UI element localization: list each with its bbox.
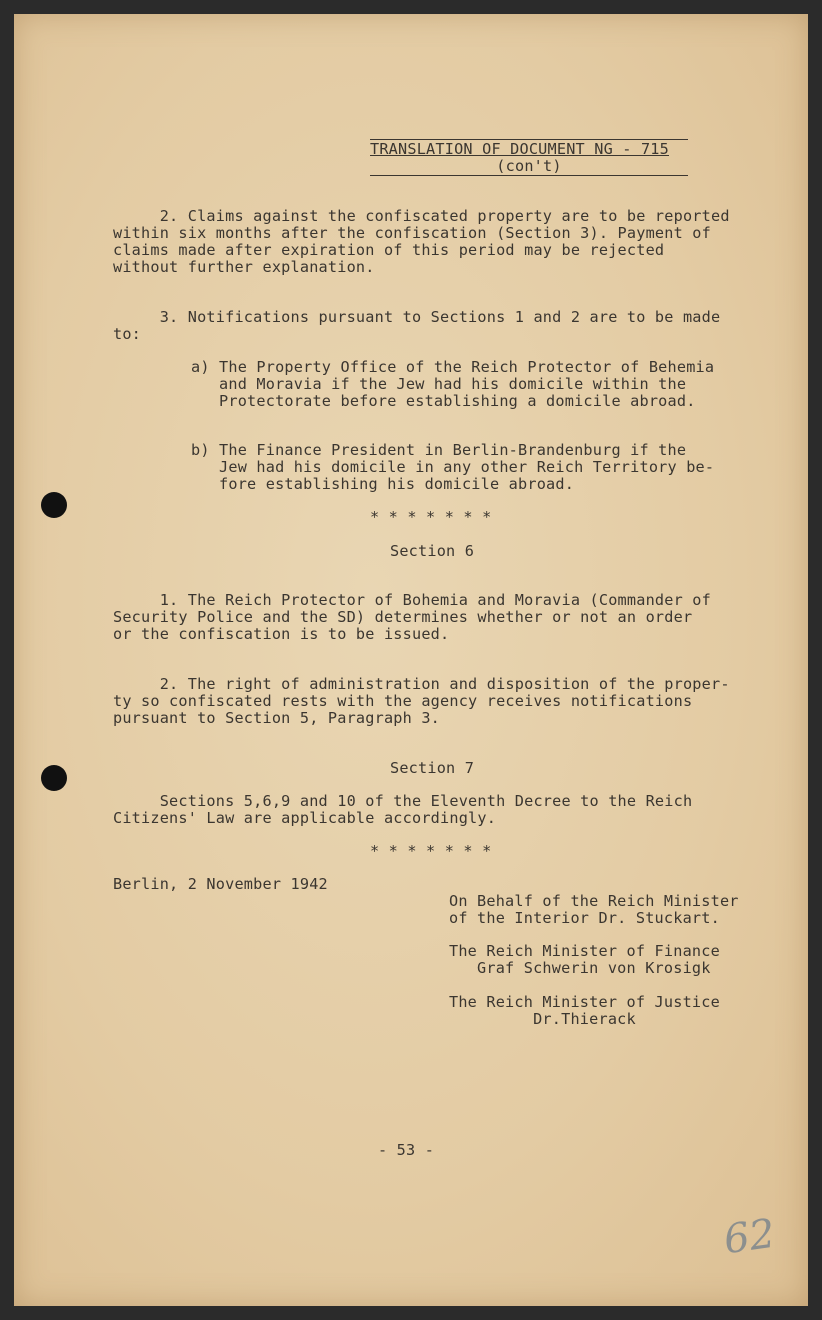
- paragraph-line: pursuant to Section 5, Paragraph 3.: [113, 709, 441, 727]
- header-bottom-rule: [370, 175, 688, 176]
- signature-line: Graf Schwerin von Krosigk: [449, 959, 711, 977]
- list-item-line: b) The Finance President in Berlin-Brandenburg if the: [191, 441, 687, 459]
- section-6-heading: Section 6: [390, 542, 475, 560]
- list-item-line: Jew had his domicile in any other Reich Territory be-: [191, 458, 715, 476]
- signature-line: The Reich Minister of Finance: [449, 942, 720, 960]
- paragraph-line: within six months after the confiscation (Section 3). Payment of: [113, 224, 711, 242]
- paragraph-line: 3. Notifications pursuant to Sections 1 and 2 are to be made: [113, 308, 721, 326]
- document-page: [14, 14, 808, 1306]
- place-date: Berlin, 2 November 1942: [113, 875, 328, 893]
- paragraph-line: Citizens' Law are applicable accordingly.: [113, 809, 497, 827]
- separator-stars: * * * * * * *: [370, 508, 492, 526]
- paragraph-line: Sections 5,6,9 and 10 of the Eleventh Decree to the Reich: [113, 792, 693, 810]
- list-item-line: and Moravia if the Jew had his domicile within the: [191, 375, 687, 393]
- signature-line: Dr.Thierack: [449, 1010, 636, 1028]
- paragraph-line: Security Police and the SD) determines whether or not an order: [113, 608, 693, 626]
- paragraph-line: or the confiscation is to be issued.: [113, 625, 450, 643]
- page-number: - 53 -: [378, 1141, 435, 1159]
- document-subtitle: (con't): [496, 157, 562, 175]
- section-7-heading: Section 7: [390, 759, 475, 777]
- punch-hole: [41, 765, 67, 791]
- document-title: TRANSLATION OF DOCUMENT NG - 715: [370, 140, 669, 158]
- list-item-line: fore establishing his domicile abroad.: [191, 475, 575, 493]
- punch-hole: [41, 492, 67, 518]
- list-item-line: a) The Property Office of the Reich Protector of Behemia: [191, 358, 715, 376]
- paragraph-line: 1. The Reich Protector of Bohemia and Moravia (Commander of: [113, 591, 711, 609]
- header-top-rule: [370, 139, 688, 140]
- paragraph-line: to:: [113, 325, 142, 343]
- paragraph-line: ty so confiscated rests with the agency receives notifications: [113, 692, 693, 710]
- handwritten-page-number: 62: [721, 1210, 778, 1264]
- paragraph-line: claims made after expiration of this period may be rejected: [113, 241, 665, 259]
- signature-line: On Behalf of the Reich Minister: [449, 892, 739, 910]
- paragraph-line: 2. The right of administration and disposition of the proper-: [113, 675, 730, 693]
- list-item-line: Protectorate before establishing a domicile abroad.: [191, 392, 696, 410]
- paragraph-line: 2. Claims against the confiscated property are to be reported: [113, 207, 730, 225]
- signature-line: The Reich Minister of Justice: [449, 993, 720, 1011]
- separator-stars: * * * * * * *: [370, 842, 492, 860]
- signature-line: of the Interior Dr. Stuckart.: [449, 909, 720, 927]
- paragraph-line: without further explanation.: [113, 258, 375, 276]
